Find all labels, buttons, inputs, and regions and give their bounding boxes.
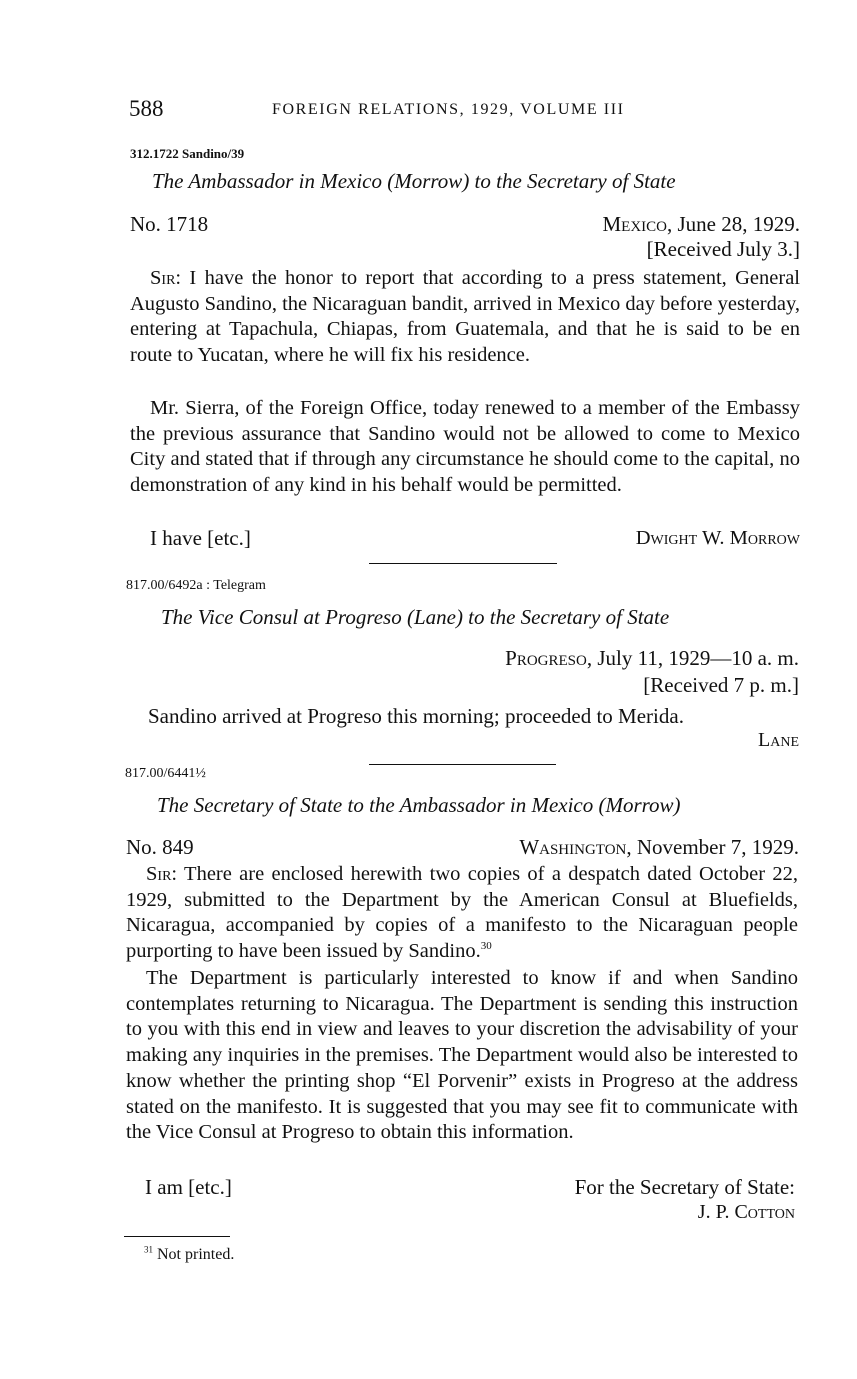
closing: I have [etc.] <box>150 526 251 550</box>
footnote <box>144 1246 234 1264</box>
dateline-date: , July 11, 1929—10 a. m. <box>586 646 799 670</box>
dateline <box>519 835 799 860</box>
signature: Dwight W. Morrow <box>635 527 800 549</box>
file-number: 312.1722 Sandino/39 <box>130 146 245 161</box>
file-number: 817.00/6492a : Telegram <box>126 578 266 593</box>
footnote-text: Not printed. <box>157 1246 235 1263</box>
file-number: 817.00/6441½ <box>125 766 206 781</box>
telegram-text: Sandino arrived at Progreso this morning; proceeded to Merida. <box>148 704 684 728</box>
footnote-divider <box>124 1236 230 1237</box>
document-number: No. 849 <box>126 835 194 859</box>
document-title: The Vice Consul at Progreso (Lane) to the Secretary of State <box>161 605 670 629</box>
closing: I am [etc.] <box>145 1175 232 1199</box>
dateline <box>505 646 799 671</box>
section-divider <box>369 563 557 564</box>
received-note: [Received July 3.] <box>646 237 800 261</box>
dateline-place: Washington <box>519 835 627 859</box>
document-number: No. 1718 <box>130 212 209 236</box>
running-title: FOREIGN RELATIONS, 1929, VOLUME III <box>272 101 625 118</box>
dateline-place: Mexico <box>602 212 667 236</box>
page-number: 588 <box>129 96 164 121</box>
document-title: The Secretary of State to the Ambassador in Mexico (Morrow) <box>157 793 681 817</box>
document-title: The Ambassador in Mexico (Morrow) to the Secretary of State <box>152 169 676 193</box>
dateline-date: , November 7, 1929. <box>626 835 799 859</box>
footnote-reference: 30 <box>480 940 492 953</box>
footnote-mark: 31 <box>144 1244 153 1255</box>
dateline <box>603 212 801 237</box>
paragraph: Mr. Sierra, of the Foreign Office, today renewed to a member of the Embassy the previous assurance that Sandino would not be allowed to come to Mexico City and stated that if through any circumstance he should come to the capital, no demonstration of any kind in his behalf would be permitted. <box>130 397 800 497</box>
salutation: Sir <box>146 863 172 885</box>
signature: Lane <box>758 729 799 751</box>
paragraph-text: : I have the honor to report that according to a press statement, General Augusto Sandino, the Nicaraguan bandit, arrived in Mexico day before yesterday, entering at Tapachula, Chiapas, from Guatemala, and that he is said to be en route to Yucatan, where he will fix his residence. <box>130 267 800 367</box>
signature-line: For the Secretary of State: <box>574 1175 795 1199</box>
signature: J. P. Cotton <box>697 1201 795 1223</box>
section-divider <box>369 764 556 765</box>
dateline-date: , June 28, 1929. <box>667 212 800 236</box>
paragraph: The Department is particularly interested to know if and when Sandino contemplates returning to Nicaragua. The Department is sending this instruction to you with this end in view and leaves to your discretion the advisability of your making any inquiries in the premises. The Department would also be interested to know whether the printing shop “El Porvenir” exists in Progreso at the address stated on the manifesto. It is suggested that you may see fit to communicate with the Vice Consul at Progreso to obtain this information. <box>126 967 798 1144</box>
salutation: Sir <box>150 267 176 289</box>
dateline-place: Progreso <box>505 646 587 670</box>
received-note: [Received 7 p. m.] <box>643 673 799 697</box>
paragraph <box>130 266 800 369</box>
paragraph <box>126 862 798 965</box>
paragraph-text: : There are enclosed herewith two copies of a despatch dated October 22, 1929, submitted to the Department by the American Consul at Bluefields, Nicaragua, accompanied by copies of a manifesto to the Nicaraguan people purporting to have been issued by Sandino. <box>126 863 798 963</box>
